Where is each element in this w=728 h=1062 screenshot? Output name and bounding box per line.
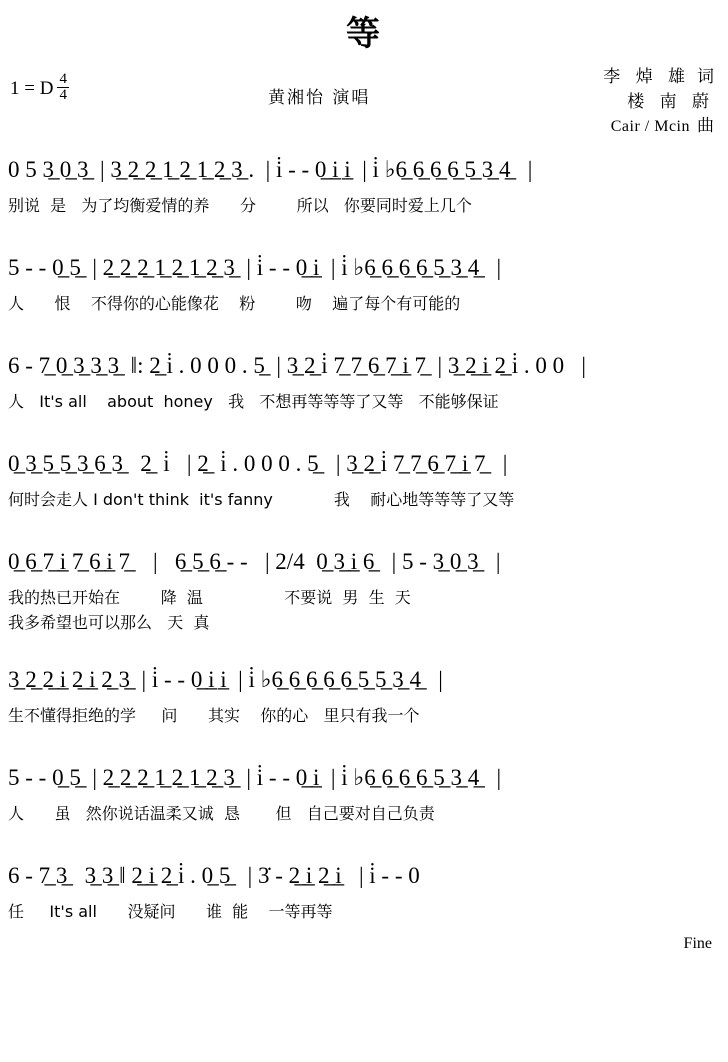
time-signature-numerator: 4	[59, 71, 67, 87]
key-label: 1 = D	[10, 77, 54, 99]
singer-credit: 黄湘怡 演唱	[268, 88, 371, 108]
note-row: 5 - - 0̲ 5̲ | 2̲ 2̲ 2̲ 1̲ 2̲ 1̲ 2̲ 3̲ | i̇ - - 0̲ i̲ | i̇ ♭6̲ 6̲ 6̲ 6̲ 5̲ 3̲ 4̲ |	[8, 255, 502, 280]
lyric-row: 任 It's all 没疑问 谁 能 一等再等	[8, 902, 333, 921]
credit-lyricist-role: 词	[697, 67, 714, 87]
note-row: 0̲ 3̲ 5̲ 5̲ 3̲ 6̲ 3̲ 2̲ i̇ | 2̲ i̇ . 0 0 0 . 5̲ | 3̲ 2̲ i̇ 7̲ 7̲ 6̲ 7̲ i̲ 7̲ |	[8, 451, 508, 476]
note-row: 6 - 7̲ 0̲ 3̲ 3̲ 3̲ ‖: 2̲ i̇ . 0 0 0 . 5̲ | 3̲ 2̲ i̇ 7̲ 7̲ 6̲ 7̲ i̲ 7̲ | 3̲ 2̲ i̲ 2̲ i̇ . 0 0 |	[8, 353, 587, 378]
credit-lyricist-1	[603, 65, 714, 90]
note-row: 3̲ 2̲ 2̲ i̲ 2̲ i̲ 2̲ 3̲ | i̇ - - 0̲ i̲ i̲ | i̇ ♭6̲ 6̲ 6̲ 6̲ 6̲ 5̲ 5̲ 3̲ 4̲ |	[8, 667, 443, 692]
key-signature	[10, 73, 69, 104]
lyric-row-verse2: 我多希望也可以那么 天 真	[8, 613, 210, 632]
time-signature-denominator: 4	[59, 87, 67, 103]
music-system	[8, 755, 720, 853]
music-system	[8, 147, 720, 245]
note-row: 5 - - 0̲ 5̲ | 2̲ 2̲ 2̲ 1̲ 2̲ 1̲ 2̲ 3̲ | i̇ - - 0̲ i̲ | i̇ ♭6̲ 6̲ 6̲ 6̲ 5̲ 3̲ 4̲ |	[8, 765, 502, 790]
credit-lyricist-1-name: 李 焯 雄	[603, 67, 690, 87]
music-system	[8, 539, 720, 657]
credits-block	[603, 65, 714, 139]
lyric-row: 人 It's all about honey 我 不想再等等等了又等 不能够保证	[8, 392, 499, 411]
lyric-row: 我的热已开始在 降 温 不要说 男 生 天	[8, 588, 411, 607]
music-system	[8, 853, 720, 951]
credit-composer	[603, 114, 714, 139]
fine-marking: Fine	[683, 935, 712, 952]
lyric-row: 何时会走人 I don't think it's fanny 我 耐心地等等等了又等	[8, 490, 515, 509]
music-system	[8, 441, 720, 539]
lyric-row: 人 虽 然你说话温柔又诚 恳 但 自己要对自己负责	[8, 804, 435, 823]
lyric-row: 生不懂得拒绝的学 问 其实 你的心 里只有我一个	[8, 706, 420, 725]
score-header	[0, 55, 728, 147]
note-row: 6 - 7̲ 3̲ 3̲ 3̲ ‖ 2̲ i̲ 2̲ i̇ . 0̲ 5̲ | 3̇ - 2̲ i̲ 2̲ i̲ | i̇ - - 0	[8, 863, 420, 888]
note-row: 0̲ 6̲ 7̲ i̲ 7̲ 6̲ i̲ 7̲ | 6̲ 5̲ 6̲ - - | 2/4 0̲ 3̲ i̲ 6̲ | 5 - 3̲ 0̲ 3̲ |	[8, 549, 501, 574]
credit-composer-role: 曲	[697, 116, 714, 137]
music-system	[8, 343, 720, 441]
credit-composer-name: Cair / Mcin	[610, 118, 690, 136]
lyric-row: 人 恨 不得你的心能像花 粉 吻 遍了每个有可能的	[8, 294, 461, 313]
page-title: 等	[346, 14, 382, 54]
lyric-row: 别说 是 为了均衡爱情的养 分 所以 你要同时爱上几个	[8, 196, 472, 215]
credit-lyricist-2	[603, 90, 714, 115]
note-row: 0 5 3̲ 0̲ 3̲ | 3̲ 2̲ 2̲ 1̲ 2̲ 1̲ 2̲ 3̲ . | i̇ - - 0̲ i̲ i̲ | i̇ ♭6̲ 6̲ 6̲ 6̲ 5̲ 3̲ 4̲ |	[8, 157, 533, 182]
music-system	[8, 245, 720, 343]
credit-lyricist-2-name: 楼 南 蔚	[627, 91, 714, 112]
music-system	[8, 657, 720, 755]
time-signature	[57, 72, 69, 103]
